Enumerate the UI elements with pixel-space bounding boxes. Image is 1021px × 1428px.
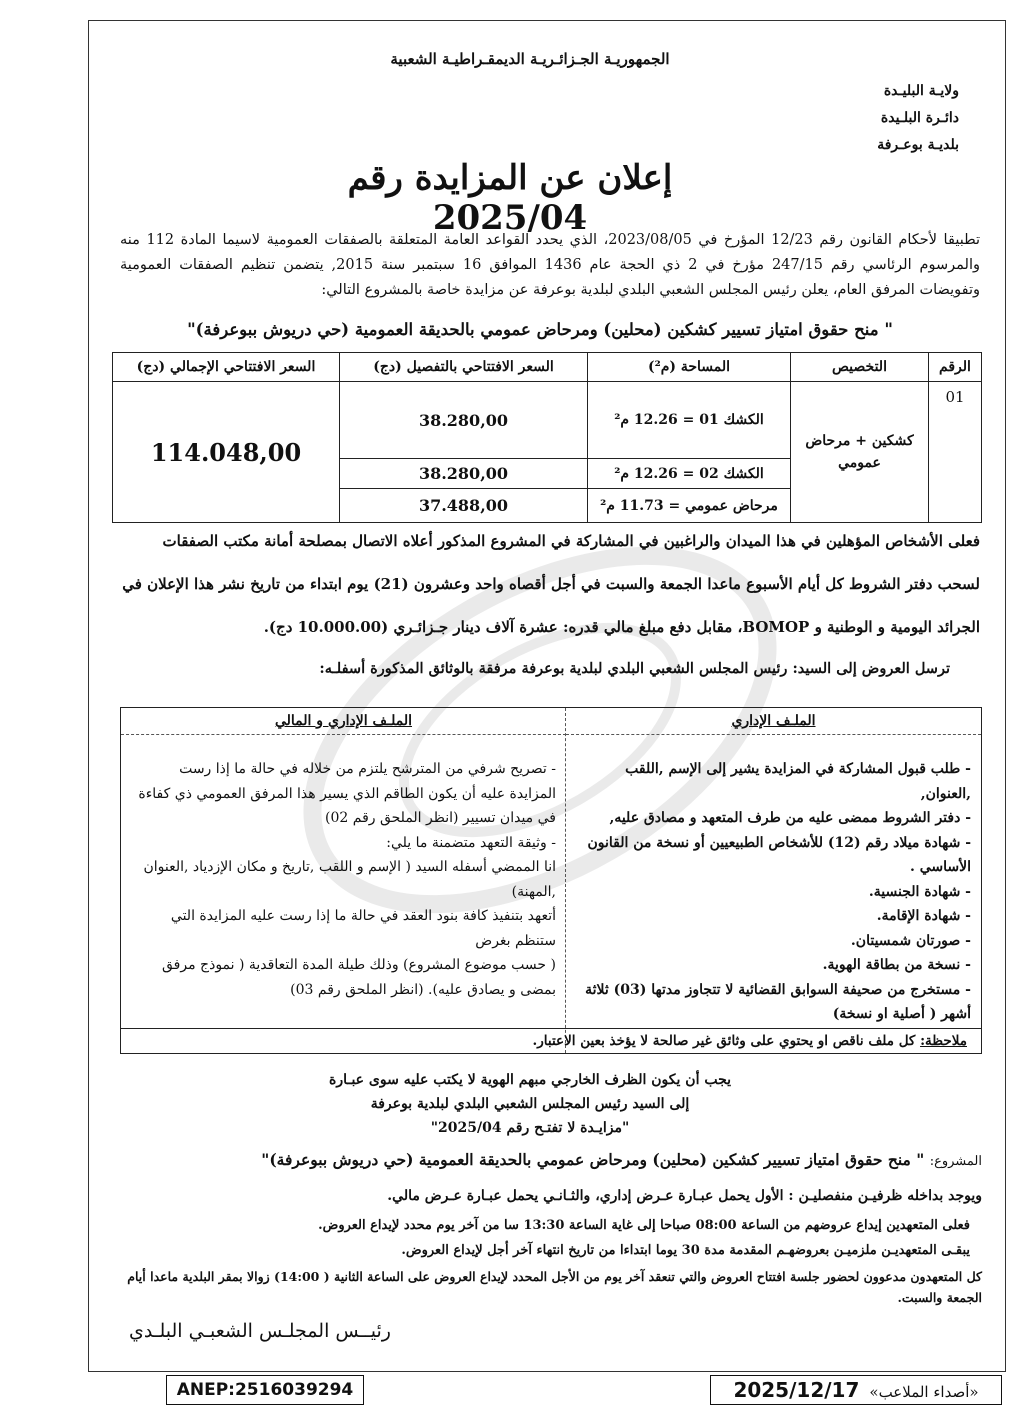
- list-item: - شهادة ميلاد رقم (12) للأشخاص الطبيعيين أو نسخة من القانون الأساسي .: [587, 834, 971, 875]
- area-kiosk-2: الكشك 02 = 12.26 م²: [588, 459, 791, 489]
- publication-box: [710, 1375, 1002, 1405]
- finance-file-column: [121, 708, 566, 1053]
- required-files-box: [120, 707, 982, 1054]
- area-toilet: مرحاض عمومي = 11.73 م²: [588, 489, 791, 523]
- list-item: - تصريح شرفي من المترشح يلتزم من خلاله في حالة ما إذا رست المزايدة عليه أن يكون الطاقم الذي يسير هذا المرفق العمومي ذي كفاءة في ميدان تسيير (انظر الملحق رقم 02): [138, 761, 556, 826]
- header-area: المساحة (م²): [588, 353, 791, 382]
- daira-label: دائـرة البلـيدة: [880, 110, 959, 126]
- header-detail-price: السعر الافتتاحي بالتفصيل (دج): [340, 353, 588, 382]
- republic-heading: الجمهوريـة الجـزائـريـة الديمقـراطيـة الشعبية: [390, 50, 670, 68]
- list-item: انا الممضي أسفله السيد ( الإسم و اللقب ,تاريخ و مكان الإزدياد ,العنوان ,المهنة): [143, 859, 556, 900]
- header-allocation: التخصيص: [791, 353, 929, 382]
- footer-project-text: " منح حقوق امتياز تسيير كشكين (محلين) ومرحاض عمومي بالحديقة العمومية (حي دريوش ببوعرفة)": [261, 1150, 930, 1169]
- admin-file-column: [565, 708, 981, 1053]
- anep-number: ANEP:2516039294: [166, 1375, 364, 1405]
- admin-file-title: الملـف الإداري: [566, 708, 981, 735]
- call-paragraph-2: لسحب دفتر الشروط كل أيام الأسبوع ماعدا الجمعة والسبت في أجل أقصاه واحد وعشرون (21) يوم ابتداء من تاريخ نشر هذا الإعلان في: [122, 575, 980, 593]
- list-item: - شهادة الجنسية.: [868, 883, 971, 900]
- administrative-header: [759, 78, 959, 159]
- newspaper-name: «أصداء الملاعب»: [869, 1383, 979, 1401]
- footer-deposit: فعلى المتعهدين إيداع عروضهم من الساعة 08:00 صباحا إلى غاية الساعة 13:30 سا من آخر يوم محدد لإيداع العروض.: [318, 1218, 970, 1233]
- footer-project-label: المشروع:: [929, 1154, 982, 1169]
- footer-project: [120, 1150, 982, 1169]
- signature-title: رئيــس المجلـس الشعبـي البلـدي: [129, 1320, 391, 1342]
- table-header-row: [113, 353, 982, 382]
- list-item: - طلب قبول المشاركة في المزايدة يشير إلى الإسم ,اللقب ,العنوان,: [625, 761, 971, 802]
- header-number: الرقم: [929, 353, 982, 382]
- admin-file-list: [566, 735, 981, 1027]
- footer-opening: كل المتعهدون مدعوون لحضور جلسة افتتاح العروض والتي تنعقد آخر يوم من الأجل المحدد لإيداع العروض على الساعة الثانية ( 14:00) زوالا بمقر البلدية ماعدا أيام الجمعة والسبت.: [127, 1269, 982, 1305]
- table-row: [113, 382, 982, 459]
- project-title: " منح حقوق امتياز تسيير كشكين (محلين) ومرحاض عمومي بالحديقة العمومية (حي دريوش ببوعرفة)": [187, 320, 893, 339]
- note-bar: [121, 1028, 981, 1053]
- publication-date: 2025/12/17: [733, 1378, 860, 1402]
- list-item: - وثيقة التعهد متضمنة ما يلي:: [386, 834, 556, 851]
- wilaya-label: ولايـة البليـدة: [883, 83, 959, 99]
- price-kiosk-2: 38.280,00: [340, 459, 588, 489]
- note-text: كل ملف ناقص او يحتوي على وثائق غير صالحة لا يؤخذ بعين الاعتبار.: [532, 1033, 921, 1049]
- envelope-line-1: يجب أن يكون الظرف الخارجي مبهم الهوية لا يكتب عليه سوى عبـارة: [328, 1072, 732, 1088]
- lot-number: 01: [929, 382, 982, 523]
- price-kiosk-1: 38.280,00: [340, 382, 588, 459]
- lots-table: [112, 352, 982, 523]
- lot-allocation: كشكين + مرحاض عمومي: [791, 382, 929, 523]
- list-item: أتعهد بتنفيذ كافة بنود العقد في حالة ما إذا رست عليه المزايدة التي ستنظم بغرض: [170, 908, 556, 949]
- envelope-line-2: إلى السيد رئيس المجلس الشعبي البلدي لبلدية بوعرفة: [370, 1096, 690, 1112]
- submission-paragraph: ترسل العروض إلى السيد: رئيس المجلس الشعبي البلدي لبلدية بوعرفة مرفقة بالوثائق المذكورة أسفلـه:: [319, 660, 950, 677]
- call-paragraph-1: فعلى الأشخاص المؤهلين في هذا الميدان والراغبين في المشاركة في المشروع المذكور أعلاه الاتصال بمصلحة أمانة مكتب الصفقات: [162, 532, 980, 550]
- envelope-line-3: "مزايـدة لا تفتـح رقم 2025/04": [430, 1120, 630, 1136]
- list-item: - صورتان شمسيتان.: [850, 932, 971, 949]
- list-item: - نسخة من بطاقة الهوية.: [822, 957, 971, 973]
- commune-label: بلديـة بوعـرفة: [877, 137, 959, 153]
- total-price: 114.048,00: [113, 382, 340, 523]
- list-item: - مستخرج من صحيفة السوابق القضائية لا تتجاوز مدتها (03) ثلاثة أشهر ( أصلية او نسخة): [585, 981, 971, 1022]
- list-item: ( حسب موضوع المشروع) وذلك طيلة المدة التعاقدية ( نموذج مرفق بمضى و يصادق عليه). (انظر الملحق رقم 03): [162, 957, 556, 998]
- header-total-price: السعر الافتتاحي الإجمالي (دج): [113, 353, 340, 382]
- announcement-title: إعلان عن المزايدة رقم 2025/04: [347, 158, 673, 238]
- finance-file-list: [121, 735, 566, 1002]
- envelope-instructions: [240, 1068, 820, 1140]
- footer-envelopes: ويوجد بداخله ظرفيـن منفصليـن : الأول يحمل عبـارة عـرض إداري، والثـانـي يحمل عبـارة عـرض مالي.: [387, 1188, 982, 1204]
- note-label: ملاحظة:: [920, 1033, 967, 1049]
- area-kiosk-1: الكشك 01 = 12.26 م²: [588, 382, 791, 459]
- list-item: - دفتر الشروط ممضى عليه من طرف المتعهد و مصادق عليه,: [609, 810, 971, 826]
- intro-paragraph: تطبيقا لأحكام القانون رقم 12/23 المؤرخ في 2023/08/05، الذي يحدد القواعد العامة المتعلقة بالصفقات العمومية لاسيما المادة 112 منه والمرسوم الرئاسي رقم 247/15 مؤرخ في 2 ذي الحجة عام 1436 الموافق 16 سبتمبر سنة 2015, يتضمن تنظيم الصفقات العمومية وتفويضات المرفق العام، يعلن رئيس المجلس الشعبي البلدي لبلدية بوعرفة عن مزايدة خاصة بالمشروع التالي:: [120, 232, 981, 298]
- call-paragraph-3: الجرائد اليومية و الوطنية و BOMOP، مقابل دفع مبلغ مالي قدره: عشرة آلاف دينار جـزائـري (10.000.00 دج).: [263, 618, 980, 636]
- footer-validity: يبقـى المتعهديـن ملزميـن بعروضهـم المقدمة مدة 30 يوما ابتداءا من تاريخ انتهاء آخر أجل لإيداع العروض.: [401, 1243, 970, 1258]
- price-toilet: 37.488,00: [340, 489, 588, 523]
- finance-file-title: الملـف الإداري و المالي: [121, 708, 566, 735]
- list-item: - شهادة الإقامة.: [876, 908, 971, 924]
